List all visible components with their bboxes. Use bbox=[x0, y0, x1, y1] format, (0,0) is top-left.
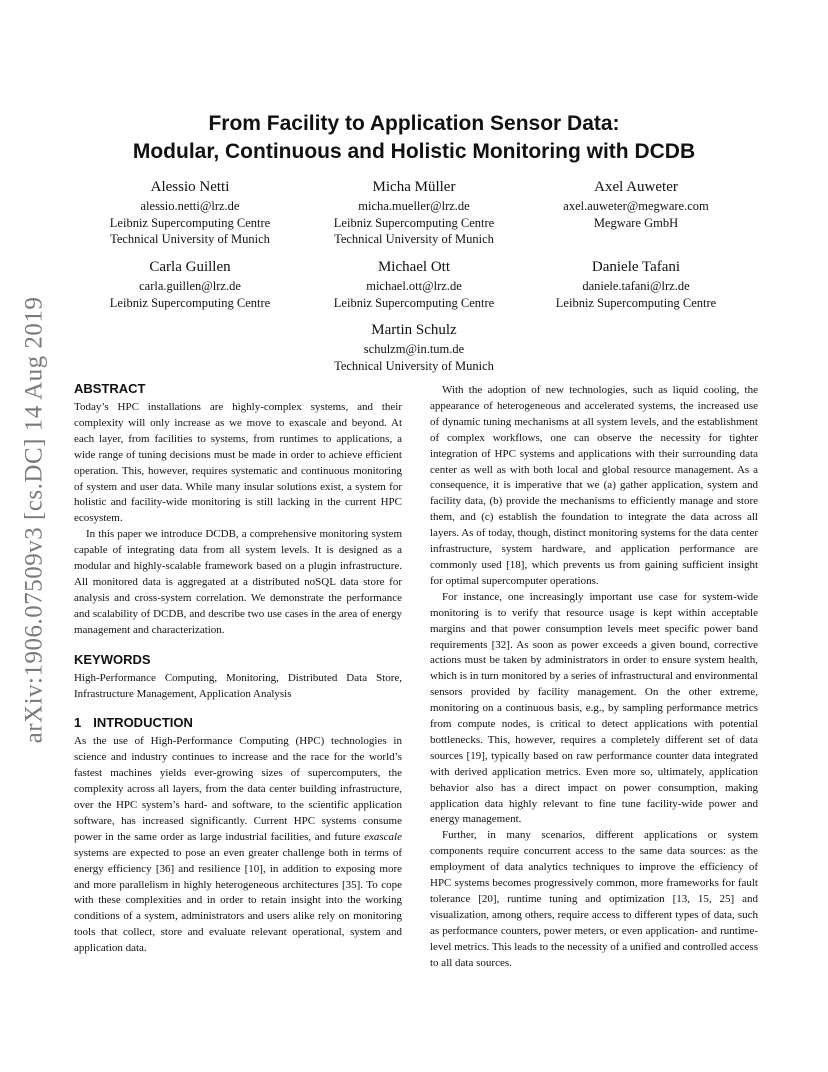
author-email: micha.mueller@lrz.de bbox=[358, 199, 470, 213]
author-name: Michael Ott bbox=[377, 259, 451, 275]
author-block bbox=[521, 257, 751, 311]
author-name: Micha Müller bbox=[372, 179, 456, 195]
author-email: carla.guillen@lrz.de bbox=[139, 279, 241, 293]
author-block bbox=[299, 177, 529, 248]
author-affiliation: Leibniz Supercomputing Centre bbox=[333, 215, 495, 230]
author-name: Daniele Tafani bbox=[591, 259, 681, 275]
section-number: 1 bbox=[74, 715, 82, 731]
author-block bbox=[75, 177, 305, 248]
author-name: Carla Guillen bbox=[149, 259, 231, 275]
author-block bbox=[299, 257, 529, 311]
author-affiliation: Technical University of Munich bbox=[334, 232, 494, 246]
author-affiliation: Leibniz Supercomputing Centre bbox=[109, 215, 271, 230]
author-email: michael.ott@lrz.de bbox=[366, 279, 462, 293]
title-line-1: From Facility to Application Sensor Data: bbox=[208, 112, 620, 135]
title-line-2: Modular, Continuous and Holistic Monitoring with DCDB bbox=[132, 140, 696, 163]
section-title: INTRODUCTION bbox=[93, 715, 193, 731]
author-email: axel.auweter@megware.com bbox=[563, 199, 709, 213]
introduction-heading bbox=[74, 714, 402, 732]
author-name: Martin Schulz bbox=[371, 322, 457, 338]
author-email: alessio.netti@lrz.de bbox=[140, 199, 240, 213]
abstract-paragraph: In this paper we introduce DCDB, a comprehensive monitoring system capable of integrating data from all system levels. It is designed as a modular and highly-scalable framework based on a plugin infrastructure. All monitored data is aggregated at a distributed noSQL data store for analysis and cross-system correlation. We demonstrate the performance and scalability of DCDB, and describe two use cases in the area of energy management and characterization. bbox=[74, 528, 402, 636]
abstract-heading: ABSTRACT bbox=[74, 381, 146, 396]
abstract-paragraph: Today’s HPC installations are highly-complex systems, and their complexity will only increase as we move to exascale and beyond. At each layer, from facilities to systems, from runtimes to applications, a wide range of tuning decisions must be made in order to achieve efficient operation. This, however, requires systematic and continuous monitoring of system and user data. While many insular solutions exist, a system for holistic and facility-wide monitoring is still lacking in the current HPC ecosystem. bbox=[74, 401, 402, 525]
author-block bbox=[521, 177, 751, 231]
author-affiliation: Leibniz Supercomputing Centre bbox=[555, 295, 717, 310]
author-email: daniele.tafani@lrz.de bbox=[582, 279, 690, 293]
author-affiliation: Megware GmbH bbox=[593, 215, 679, 230]
introduction-paragraph: As the use of High-Performance Computing (HPC) technologies in science and industry continues to increase and the race for the world’s fastest machines yields ever-growing sizes of supercomputers, the complexity across all layers, from the data center building infrastructure, over the HPC system’s hard- and software, to the scientific application software, has increased significantly. Current HPC systems consume power in the same order as large industrial facilities, and future exascale systems are expected to pose an even greater challenge both in terms of energy efficiency [36] and resilience [10], in addition to exposing more and more parallelism in highly heterogeneous architectures [35]. To cope with these complexities and in order to retain insight into the working conditions of a system, administrators and users alike rely on monitoring tools that collect, store and evaluate relevant operational, system and application data. bbox=[74, 735, 402, 955]
left-column bbox=[74, 380, 402, 957]
arxiv-identifier-stamp bbox=[14, 280, 54, 760]
author-name: Alessio Netti bbox=[150, 179, 230, 195]
author-affiliation: Leibniz Supercomputing Centre bbox=[333, 295, 495, 310]
right-column bbox=[430, 383, 758, 972]
keywords-text: High-Performance Computing, Monitoring, Distributed Data Store, Infrastructure Management, Application Analysis bbox=[74, 671, 402, 700]
author-affiliation: Technical University of Munich bbox=[110, 232, 270, 246]
author-block bbox=[75, 257, 305, 311]
author-block bbox=[299, 320, 529, 374]
introduction-paragraph: Further, in many scenarios, different applications or system components require concurrent access to the same data sources: as the employment of data analytics techniques to improve the efficiency of HPC systems becomes progressively common, more frameworks for fault tolerance [20], runtime tuning and optimization [13, 15, 25] and visualization, among others, require access to different types of data, such as performance counters, power meters, or even application- and runtime-level metrics. This leads to the necessity of a unified and controlled access to all data sources. bbox=[430, 829, 758, 969]
author-email: schulzm@in.tum.de bbox=[363, 342, 465, 356]
paper-title bbox=[74, 110, 754, 166]
arxiv-identifier-text: arXiv:1906.07509v3 [cs.DC] 14 Aug 2019 bbox=[20, 296, 47, 744]
author-affiliation: Technical University of Munich bbox=[334, 358, 494, 373]
emphasis-exascale: exascale bbox=[364, 830, 402, 843]
author-name: Axel Auweter bbox=[594, 179, 678, 195]
introduction-paragraph: For instance, one increasingly important use case for system-wide monitoring is to verify that resource usage is kept within acceptable margins and that power consumption levels meet specific power band requirements [32]. As soon as power exceeds a given bound, corrective actions must be taken by administrators in order to ensure system health, which is in turn monitored by a series of infrastructural and environmental sensors provided by facility management. On the other extreme, monitoring on a continuous basis, e.g., by sampling performance metrics from compute nodes, is critical to detect applications with potential bottlenecks. This, however, requires a completely different set of data sources [19], typically based on raw performance counter data integrated with derived application metrics. Even more so, ultimately, application behavior also has a direct impact on power consumption, making application data highly relevant to fine tune facility-wide power and energy management. bbox=[430, 590, 758, 826]
author-affiliation: Leibniz Supercomputing Centre bbox=[109, 295, 271, 310]
keywords-heading: KEYWORDS bbox=[74, 651, 151, 667]
introduction-paragraph: With the adoption of new technologies, such as liquid cooling, the appearance of heterogeneous and accelerated systems, the increased use of dynamic tuning mechanisms at all system levels, and the establishment of complex workflows, one can observe the necessity for tighter integration of HPC systems and applications with their surrounding data center as well as with both local and global resource management. As a consequence, it is imperative that we (a) gather application, system and facility data, (b) provide the mechanisms to efficiently manage and store them, and (c) establish the foundation to integrate the data across all layers. As of today, though, distinct monitoring systems for the data center infrastructure, system hardware, and application performance are commonly used [18], which prevents us from gaining sufficient insight for optimal supercomputer operations. bbox=[430, 384, 758, 587]
